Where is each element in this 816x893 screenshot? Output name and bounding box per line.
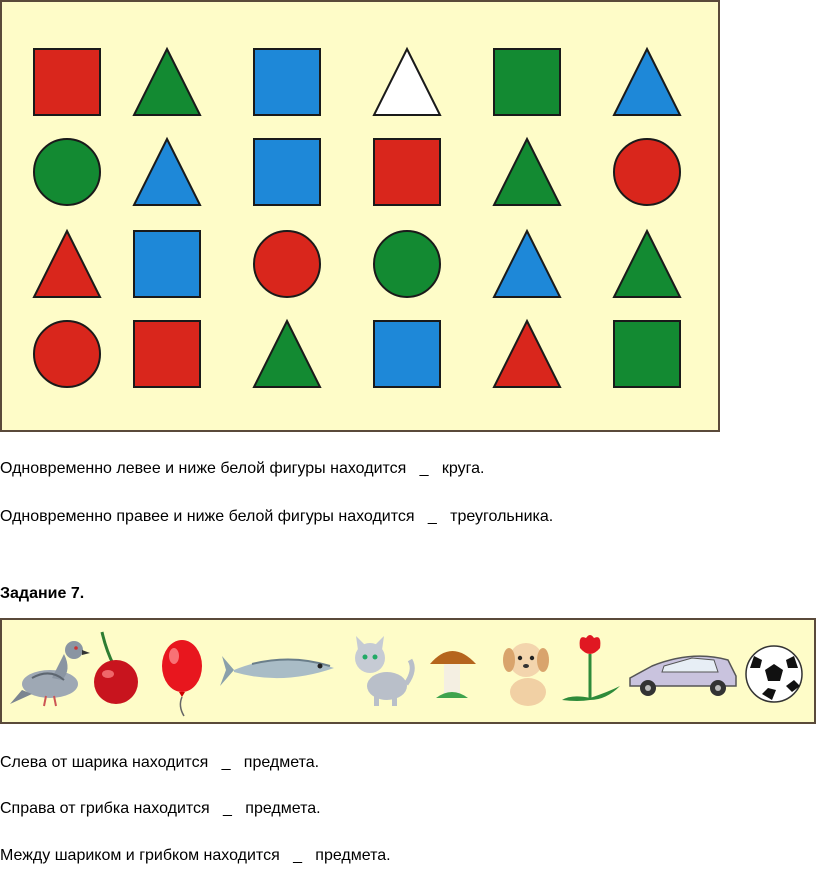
question-left-below-white: Одновременно левее и ниже белой фигуры находится _ круга. [0, 460, 485, 477]
blue-triangle-r1c6 [614, 49, 680, 115]
blue-square-r2c3 [254, 139, 320, 205]
green-triangle-r1c2 [134, 49, 200, 115]
balloon-icon [162, 640, 202, 716]
question-between-balloon-mushroom: Между шариком и грибком находится _ предмета. [0, 847, 391, 864]
objects-row-panel [0, 618, 816, 724]
puppy-icon [503, 643, 549, 706]
blue-square-r4c4 [374, 321, 440, 387]
mushroom-icon [430, 651, 476, 698]
white-triangle-r1c4 [374, 49, 440, 115]
green-triangle-r2c5 [494, 139, 560, 205]
green-square-r4c6 [614, 321, 680, 387]
red-triangle-r3c1 [34, 231, 100, 297]
green-circle-r2c1 [34, 139, 100, 205]
green-triangle-r3c6 [614, 231, 680, 297]
red-square-r4c2 [134, 321, 200, 387]
red-square-r2c4 [374, 139, 440, 205]
red-square-r1c1 [34, 49, 100, 115]
soccer-ball-icon [746, 646, 802, 702]
cherry-icon [94, 632, 138, 704]
car-icon [630, 656, 736, 696]
shapes-grid [2, 2, 722, 434]
question-right-below-white: Одновременно правее и ниже белой фигуры находится _ треугольника. [0, 508, 554, 525]
green-triangle-r4c3 [254, 321, 320, 387]
tulip-icon [562, 635, 620, 701]
green-circle-r3c4 [374, 231, 440, 297]
blue-triangle-r2c2 [134, 139, 200, 205]
red-triangle-r4c5 [494, 321, 560, 387]
blue-square-r1c3 [254, 49, 320, 115]
question-left-of-balloon: Слева от шарика находится _ предмета. [0, 754, 320, 771]
shapes-grid-panel [0, 0, 720, 432]
fish-icon [220, 656, 334, 686]
green-square-r1c5 [494, 49, 560, 115]
red-circle-r4c1 [34, 321, 100, 387]
question-right-of-mushroom: Справа от грибка находится _ предмета. [0, 800, 321, 817]
pigeon-icon [10, 641, 90, 706]
objects-row [2, 620, 816, 726]
kitten-icon [355, 636, 412, 706]
blue-triangle-r3c5 [494, 231, 560, 297]
red-circle-r3c3 [254, 231, 320, 297]
red-circle-r2c6 [614, 139, 680, 205]
blue-square-r3c2 [134, 231, 200, 297]
task-7-heading: Задание 7. [0, 585, 85, 602]
